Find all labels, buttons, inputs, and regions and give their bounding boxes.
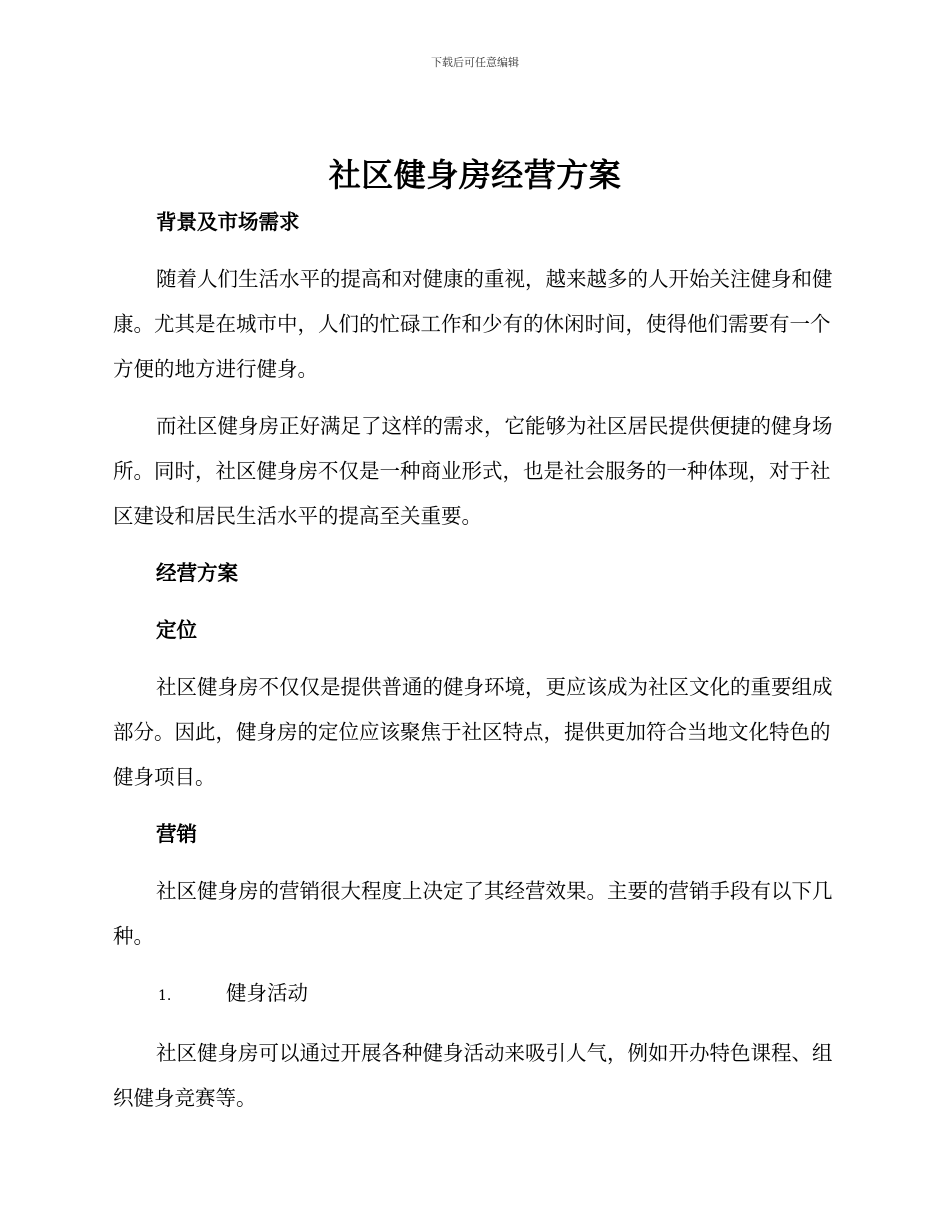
document-body [113,200,833,1121]
section-heading-background: 背景及市场需求 [156,210,300,234]
list-item [113,971,833,1019]
paragraph-list-item-desc: 社区健身房可以通过开展各种健身活动来吸引人气，例如开办特色课程、组织健身竞赛等。 [113,1041,833,1110]
paragraph-positioning: 社区健身房不仅仅是提供普通的健身环境，更应该成为社区文化的重要组成部分。因此，健身房的定位应该聚焦于社区特点，提供更加符合当地文化特色的健身项目。 [113,675,833,789]
document-title: 社区健身房经营方案 [328,156,622,194]
paragraph-marketing: 社区健身房的营销很大程度上决定了其经营效果。主要的营销手段有以下几种。 [113,879,833,948]
header-note: 下载后可任意编辑 [431,56,519,69]
section-heading-positioning: 定位 [156,618,197,642]
section-heading-marketing: 营销 [156,822,197,846]
paragraph-background-1: 随着人们生活水平的提高和对健康的重视，越来越多的人开始关注健身和健康。尤其是在城市中，人们的忙碌工作和少有的休闲时间，使得他们需要有一个方便的地方进行健身。 [113,267,833,381]
paragraph-background-2: 而社区健身房正好满足了这样的需求，它能够为社区居民提供便捷的健身场所。同时，社区健身房不仅是一种商业形式，也是社会服务的一种体现，对于社区建设和居民生活水平的提高至关重要。 [113,414,833,528]
list-item-number: 1. [158,988,172,1004]
list-item-label: 健身活动 [226,981,308,1005]
section-heading-plan: 经营方案 [156,561,238,585]
